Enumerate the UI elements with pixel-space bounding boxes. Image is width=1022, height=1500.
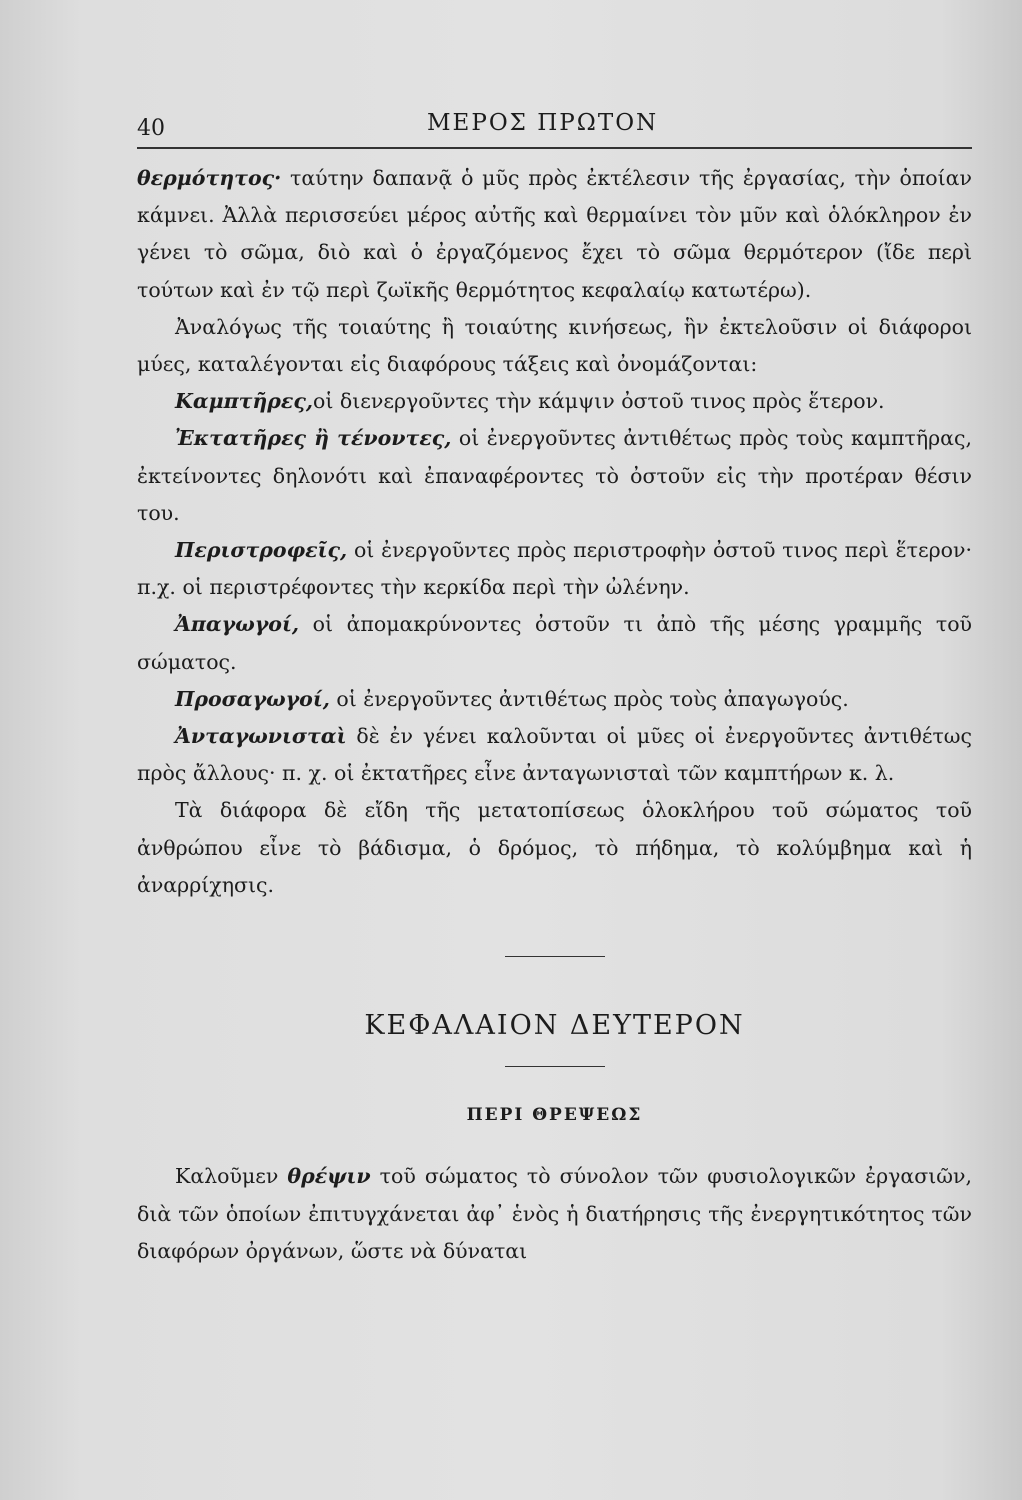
paragraph-antagonists — [137, 718, 972, 792]
term: Ἀνταγωνισταὶ — [175, 724, 347, 749]
paragraph-classes-intro — [137, 309, 972, 383]
page-body — [137, 160, 972, 1270]
paragraph-locomotion — [137, 792, 972, 904]
term: θρέψιν — [287, 1164, 371, 1189]
paragraph-text: Τὰ διάφορα δὲ εἴδη τῆς μετατοπίσεως ὁλοκλήρου τοῦ σώματος τοῦ ἀνθρώπου εἶνε τὸ βάδισμα, ὁ δρόμος, τὸ πήδημα, τὸ κολύμβημα καὶ ἡ ἀναρρίχησις. — [137, 798, 972, 897]
paragraph-text: οἱ διενεργοῦντες τὴν κάμψιν ὀστοῦ τινος πρὸς ἕτερον. — [313, 389, 885, 414]
paragraph-text: οἱ ἐνεργοῦντες ἀντιθέτως πρὸς τοὺς ἀπαγωγούς. — [329, 686, 849, 711]
paragraph-extensors — [137, 420, 972, 532]
paragraph-rotators — [137, 532, 972, 606]
paragraph-text: ταύτην δαπανᾷ ὁ μῦς πρὸς ἐκτέλεσιν τῆς ἐργασίας, τὴν ὁποίαν κάμνει. Ἀλλὰ περισσεύει μέρος αὐτῆς καὶ θερμαίνει τὸν μῦν καὶ ὁλόκληρον ἐν γένει τὸ σῶμα, διὸ καὶ ὁ ἐργαζόμενος ἔχει τὸ σῶμα θερμότερον (ἴδε περὶ τούτων καὶ ἐν τῷ περὶ ζωϊκῆς θερμότητος κεφαλαίῳ κατωτέρω). — [137, 166, 972, 302]
header-rule — [137, 147, 972, 149]
term: Περιστροφεῖς, — [175, 538, 348, 563]
term: θερμότητος· — [137, 166, 282, 190]
paragraph-text: δὲ ἐν γένει καλοῦνται οἱ μῦες οἱ ἐνεργοῦντες ἀντιθέτως πρὸς ἄλλους· π. χ. οἱ ἐκτατῆρες εἶνε ἀνταγωνισταὶ τῶν καμπτήρων κ. λ. — [137, 724, 972, 786]
section-title: ΠΕΡΙ ΘΡΕΨΕΩΣ — [466, 1105, 643, 1126]
paragraph-text: οἱ ἐνεργοῦντες πρὸς περιστροφὴν ὀστοῦ τινος περὶ ἕτερον· π.χ. οἱ περιστρέφοντες τὴν κερκίδα περὶ τὴν ὠλένην. — [137, 538, 972, 600]
term: Καμπτῆρες, — [175, 389, 314, 414]
paragraph-text: οἱ ἐνεργοῦντες ἀντιθέτως πρὸς τοὺς καμπτῆρας, ἐκτείνοντες δηλονότι καὶ ἐπαναφέροντες τὸ ὀστοῦν εἰς τὴν προτέραν θέσιν του. — [137, 426, 973, 525]
paragraph-adductors — [137, 681, 972, 718]
term: Ἐκτατῆρες ἢ τένοντες, — [175, 426, 452, 451]
paragraph-heat — [137, 160, 972, 309]
paragraph-nutrition — [137, 1158, 972, 1270]
term: Προσαγωγοί, — [175, 686, 330, 711]
running-head: ΜΕΡΟΣ ΠΡΩΤΟΝ — [427, 110, 659, 136]
paragraph-text: Ἀναλόγως τῆς τοιαύτης ἢ τοιαύτης κινήσεως, ἣν ἐκτελοῦσιν οἱ διάφοροι μύες, καταλέγονται εἰς διαφόρους τάξεις καὶ ὀνομάζονται: — [137, 314, 972, 377]
paragraph-text: Καλοῦμεν — [175, 1164, 288, 1189]
paragraph-text: τοῦ σώματος τὸ σύνολον τῶν φυσιολογικῶν ἐργασιῶν, διὰ τῶν ὁποίων ἐπιτυγχάνεται ἀφ᾽ ἑνὸς ἡ διατήρησις τῆς ἐνεργητικότητος τῶν διαφόρων ὀργάνων, ὥστε νὰ δύναται — [137, 1164, 972, 1263]
page-header — [137, 104, 972, 152]
term: Ἀπαγωγοί, — [175, 612, 300, 637]
paragraph-abductors — [137, 606, 972, 680]
paragraph-text: οἱ ἀπομακρύνοντες ὀστοῦν τι ἀπὸ τῆς μέσης γραμμῆς τοῦ σώματος. — [137, 612, 972, 674]
page-number: 40 — [137, 116, 165, 141]
paragraph-flexors — [137, 383, 972, 420]
chapter-title: ΚΕΦΑΛΑΙΟΝ ΔΕΥΤΕΡΟΝ — [364, 1010, 745, 1042]
